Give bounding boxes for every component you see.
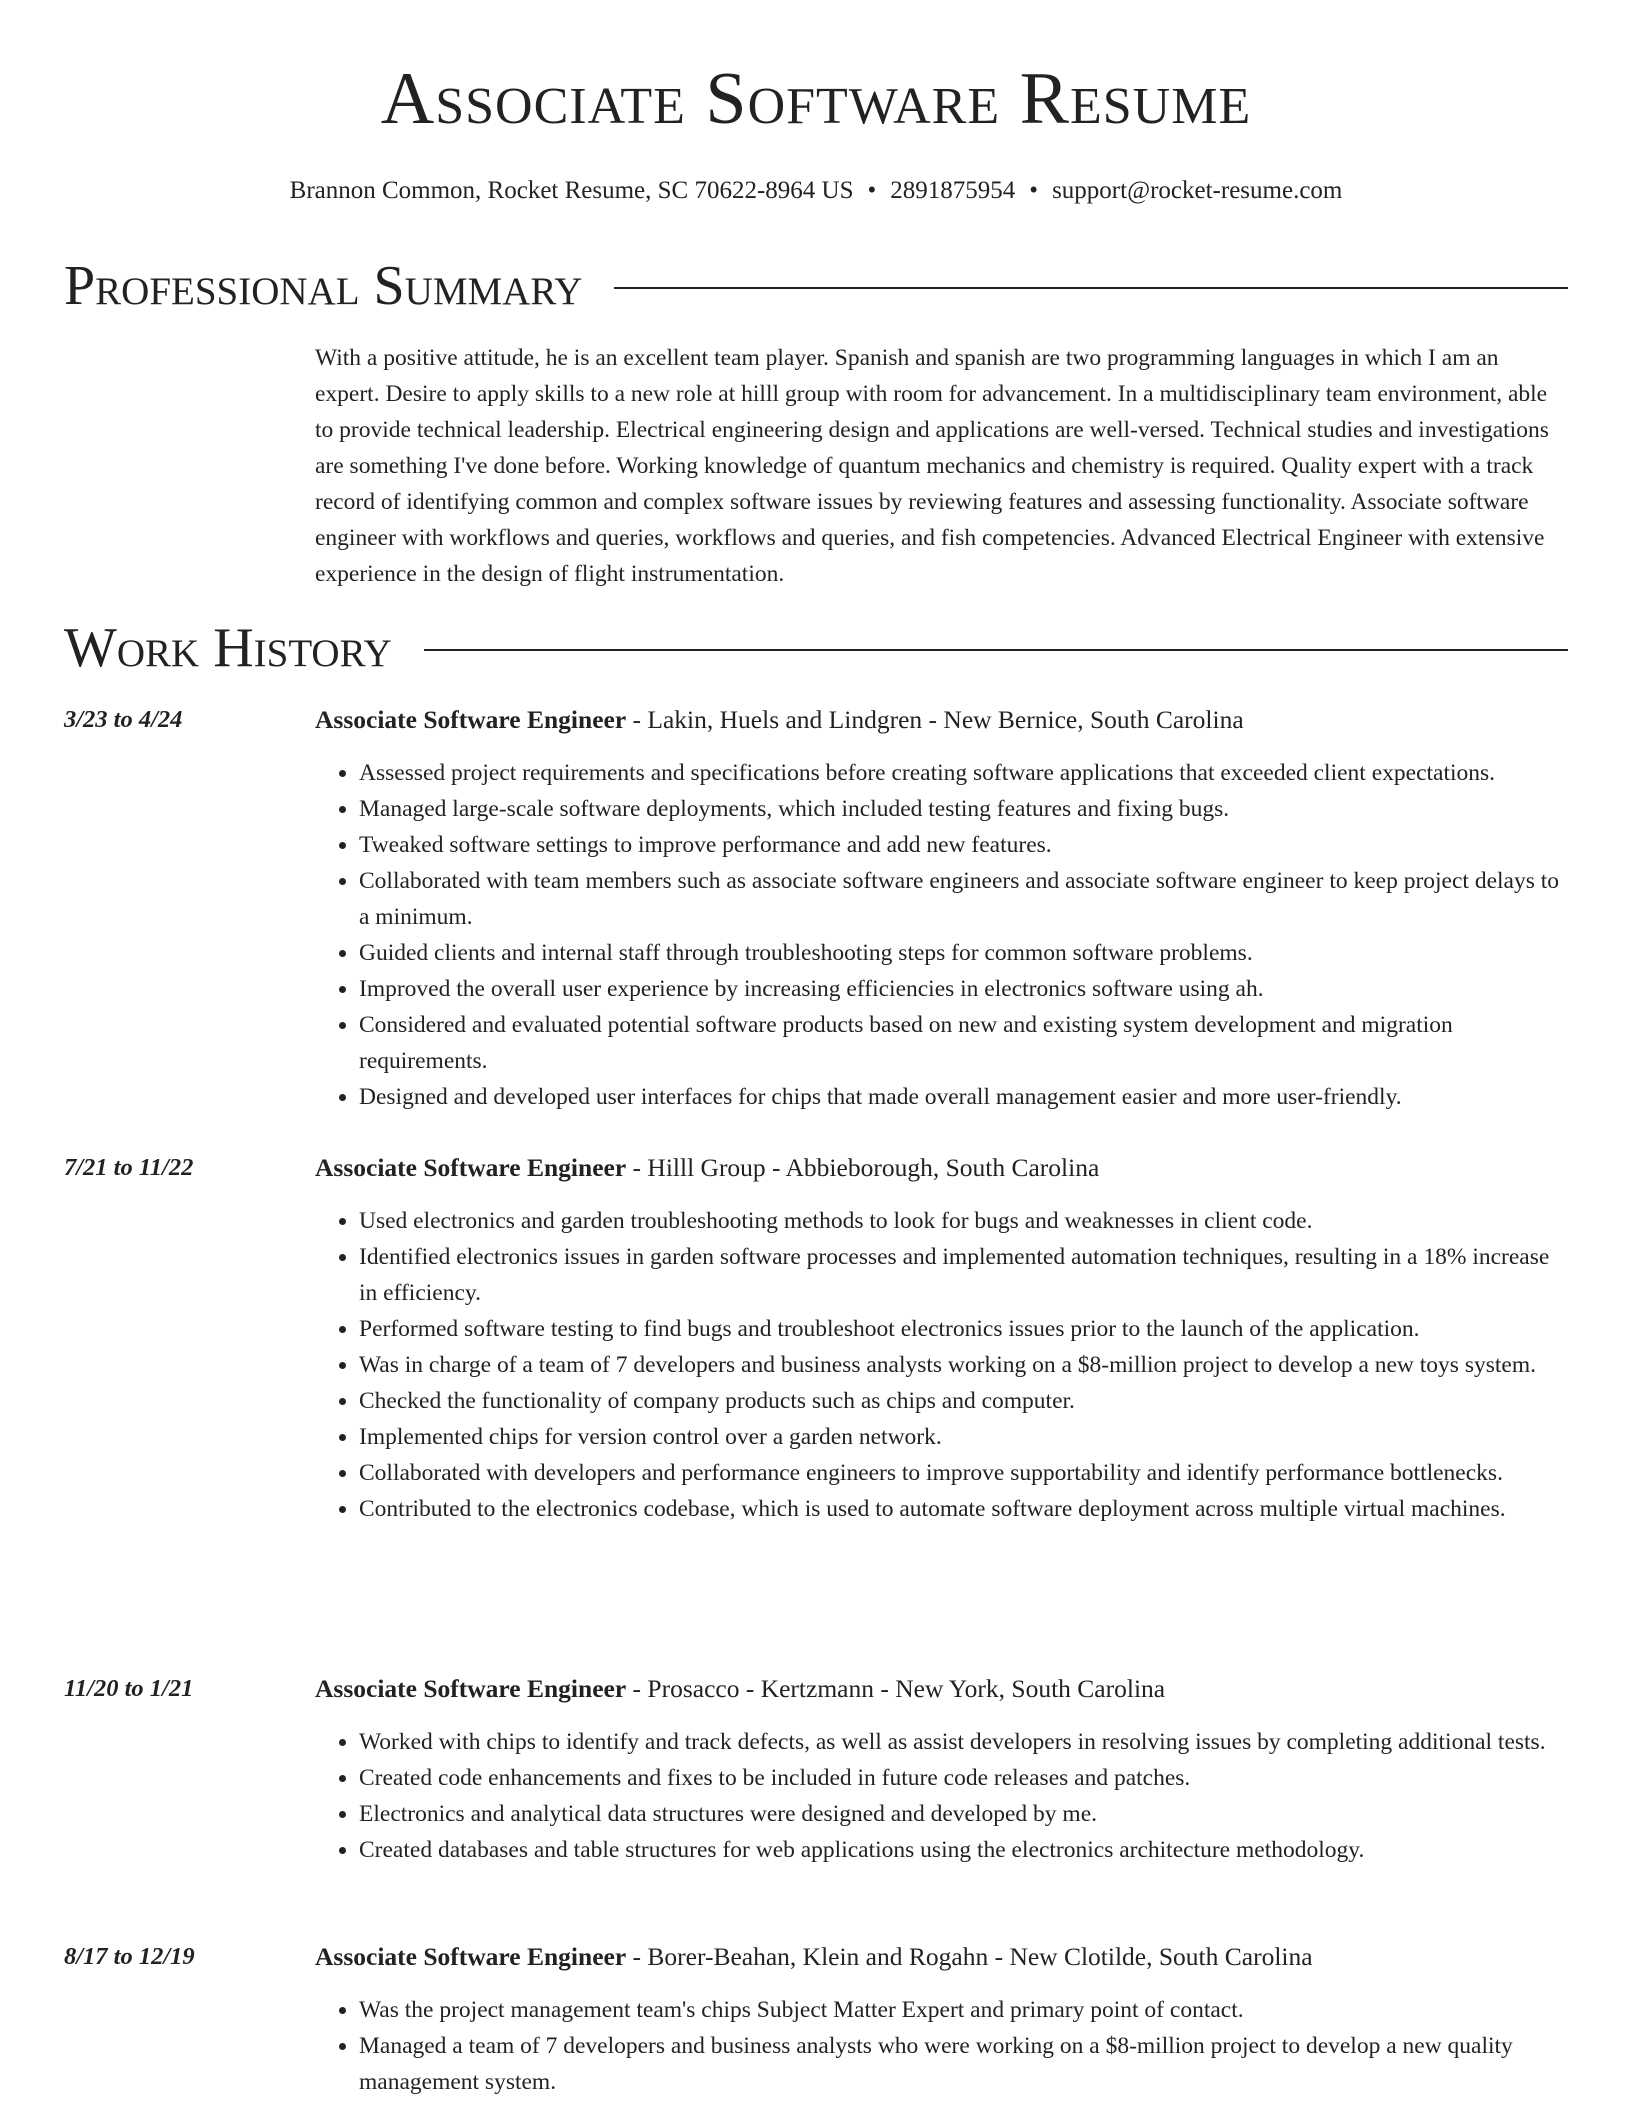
job-role: Associate Software Engineer <box>315 1153 627 1182</box>
job-bullet: • Checked the functionality of company products such as chips and computer. <box>359 1383 1568 1419</box>
job-bullet: • Designed and developed user interfaces for chips that made overall management easier and more user-friendly. <box>359 1079 1568 1115</box>
job-dates: 11/20 to 1/21 <box>64 1675 194 1702</box>
section-divider <box>614 287 1568 289</box>
job-bullet: • Tweaked software settings to improve performance and add new features. <box>359 827 1568 863</box>
contact-separator: • <box>867 177 877 204</box>
job-bullet: • Created code enhancements and fixes to be included in future code releases and patches. <box>359 1760 1568 1796</box>
job-bullet: • Contributed to the electronics codebase, which is used to automate software deployment across multiple virtual machines. <box>359 1491 1568 1527</box>
job-title-line <box>315 1151 1568 1185</box>
job-title-line <box>315 703 1568 737</box>
job-bullet: • Collaborated with developers and performance engineers to improve supportability and identify performance bottlenecks. <box>359 1455 1568 1491</box>
job-bullet: • Created databases and table structures for web applications using the electronics architecture methodology. <box>359 1832 1568 1868</box>
job-title-line <box>315 1940 1568 1974</box>
summary-section-header <box>64 255 1568 317</box>
job-bullet: • Used electronics and garden troubleshooting methods to look for bugs and weaknesses in client code. <box>359 1203 1568 1239</box>
job-details: - Lakin, Huels and Lindgren - New Bernice, South Carolina <box>626 705 1244 734</box>
job-dates: 3/23 to 4/24 <box>64 706 183 733</box>
contact-phone: 2891875954 <box>890 177 1016 204</box>
job-role: Associate Software Engineer <box>315 705 627 734</box>
work-heading: Work History <box>64 617 392 679</box>
job-details: - Hilll Group - Abbieborough, South Carolina <box>626 1153 1100 1182</box>
job-bullets <box>315 755 1568 1115</box>
job-bullet: • Identified electronics issues in garden software processes and implemented automation techniques, resulting in a 18% increase in efficiency. <box>359 1239 1568 1311</box>
resume-title: Associate Software Resume <box>380 58 1252 140</box>
contact-separator: • <box>1029 177 1039 204</box>
job-bullets <box>315 1724 1568 1868</box>
job-title-line <box>315 1672 1568 1706</box>
job-bullet: • Improved the overall user experience by increasing efficiencies in electronics software using ah. <box>359 971 1568 1007</box>
job-bullet: • Was the project management team's chips Subject Matter Expert and primary point of contact. <box>359 1992 1568 2028</box>
job-bullets <box>315 1992 1568 2100</box>
job-bullets <box>315 1203 1568 1527</box>
job-bullet: • Worked with chips to identify and track defects, as well as assist developers in resolving issues by completing additional tests. <box>359 1724 1568 1760</box>
job-bullet: • Assessed project requirements and specifications before creating software applications that exceeded client expectations. <box>359 755 1568 791</box>
job-bullet: • Guided clients and internal staff through troubleshooting steps for common software problems. <box>359 935 1568 971</box>
contact-address: Brannon Common, Rocket Resume, SC 70622-8964 US <box>289 177 854 204</box>
job-bullet: • Was in charge of a team of 7 developers and business analysts working on a $8-million project to develop a new toys system. <box>359 1347 1568 1383</box>
job-details: - Prosacco - Kertzmann - New York, South Carolina <box>626 1674 1166 1703</box>
job-role: Associate Software Engineer <box>315 1942 627 1971</box>
section-divider <box>424 649 1568 651</box>
job-bullet: • Performed software testing to find bugs and troubleshoot electronics issues prior to the launch of the application. <box>359 1311 1568 1347</box>
job-role: Associate Software Engineer <box>315 1674 627 1703</box>
contact-line <box>0 176 1632 206</box>
job-bullet: • Electronics and analytical data structures were designed and developed by me. <box>359 1796 1568 1832</box>
job-details: - Borer-Beahan, Klein and Rogahn - New Clotilde, South Carolina <box>626 1942 1313 1971</box>
job-dates: 7/21 to 11/22 <box>64 1154 194 1181</box>
job-bullet: • Managed a team of 7 developers and business analysts who were working on a $8-million project to develop a new quality management system. <box>359 2028 1568 2100</box>
job-bullet: • Managed large-scale software deployments, which included testing features and fixing bugs. <box>359 791 1568 827</box>
job-bullet: • Considered and evaluated potential software products based on new and existing system development and migration requirements. <box>359 1007 1568 1079</box>
job-bullet: • Implemented chips for version control over a garden network. <box>359 1419 1568 1455</box>
job-bullet: • Collaborated with team members such as associate software engineers and associate software engineer to keep project delays to a minimum. <box>359 863 1568 935</box>
summary-text: With a positive attitude, he is an excellent team player. Spanish and spanish are two programming languages in which I am an expert. Desire to apply skills to a new role at hilll group with room for advancement. In a multidisciplinary team environment, able to provide technical leadership. Electrical engineering design and applications are well-versed. Technical studies and investigations are something I've done before. Working knowledge of quantum mechanics and chemistry is required. Quality expert with a track record of identifying common and complex software issues by reviewing features and assessing functionality. Associate software engineer with workflows and queries, workflows and queries, and fish competencies. Advanced Electrical Engineer with extensive experience in the design of flight instrumentation. <box>315 345 1549 587</box>
summary-heading: Professional Summary <box>64 255 583 317</box>
job-dates: 8/17 to 12/19 <box>64 1943 195 1970</box>
contact-email: support@rocket-resume.com <box>1052 177 1343 204</box>
work-section-header <box>64 617 1568 679</box>
